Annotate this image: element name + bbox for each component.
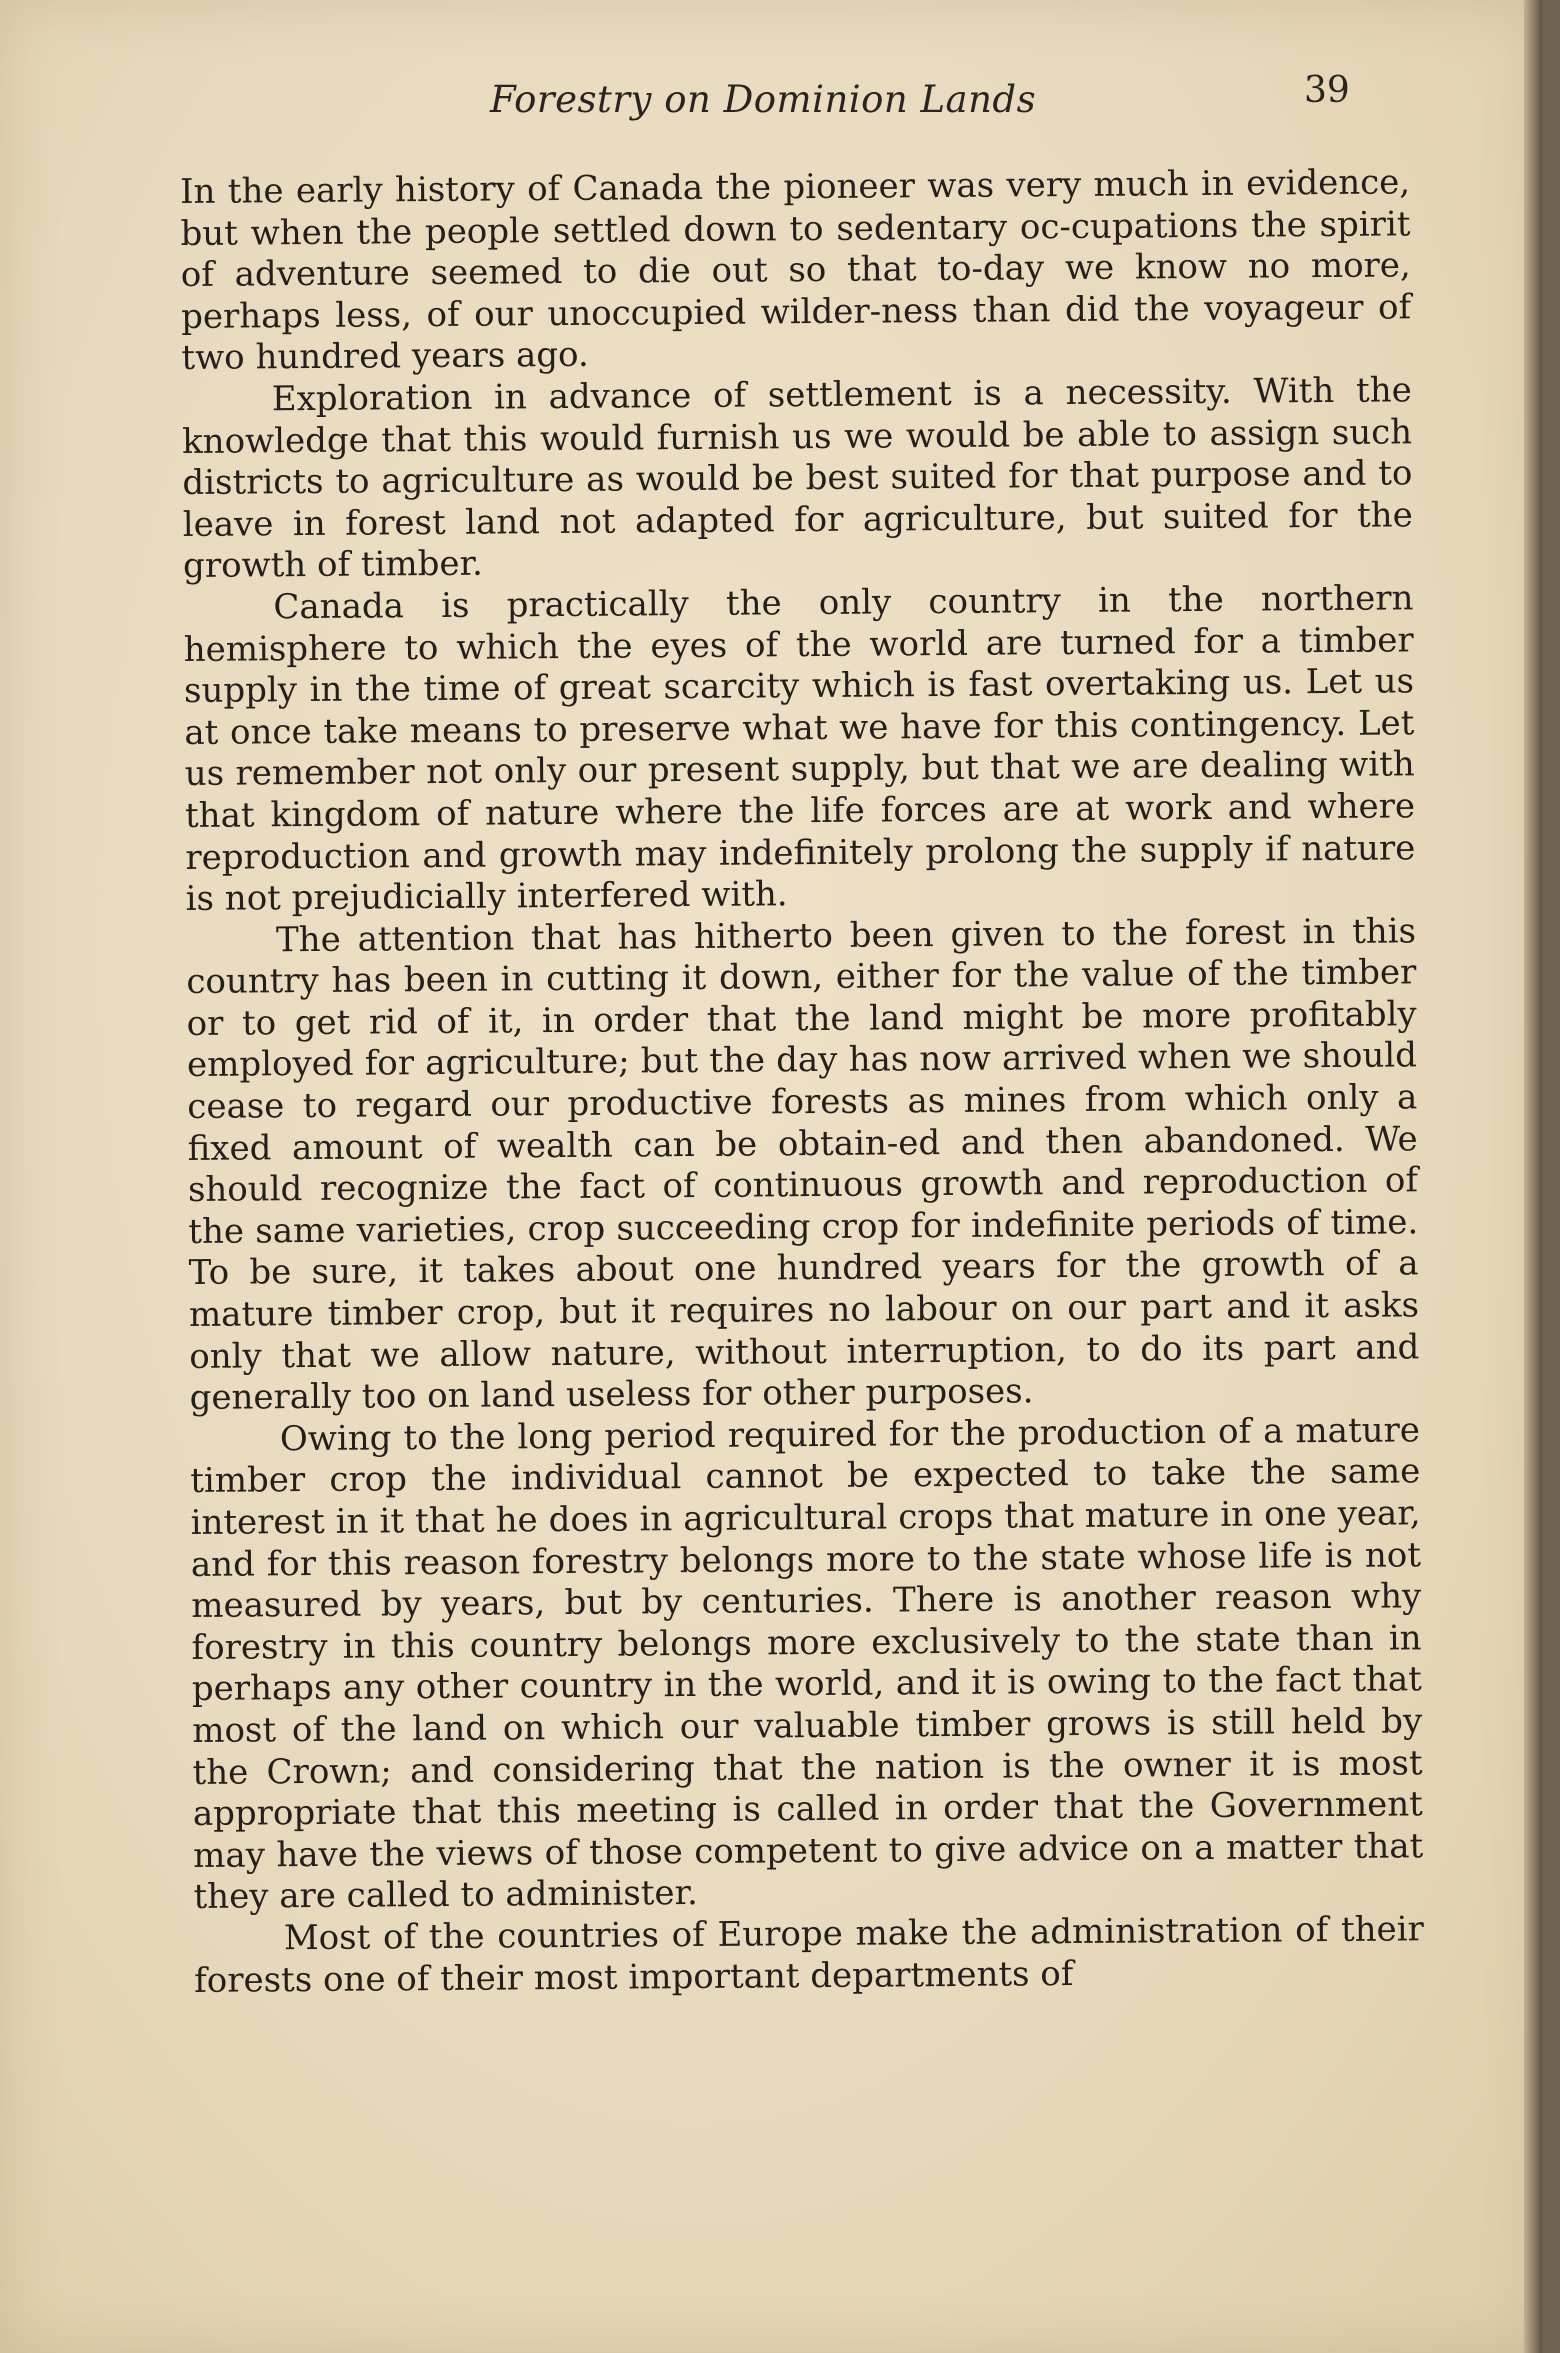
paragraph-forest-attention: The attention that has hitherto been given to the forest in this country has been in cutting it down, either for the value of the timber or to get rid of it, in order that the land might be more profitably employed for agriculture; but the day has now arrived when we should cease to regard our productive forests as mines from which only a fixed amount of wealth can be obtain-ed and then abandoned. We should recognize the fact of continuous growth and reproduction of the same varieties, crop succeeding crop for indefinite periods of time. To be sure, it takes about one hundred years for the growth of a mature timber crop, but it requires no labour on our part and it asks only that we allow nature, without interruption, to do its part and generally too on land useless for other purposes. <box>186 911 1420 1419</box>
paragraph-timber-supply: Canada is practically the only country in the northern hemisphere to which the eyes of the world are turned for a timber supply in the time of great scarcity which is fast overtaking us. Let us at once take means to preserve what we have for this contingency. Let us remember not only our present supply, but that we are dealing with that kingdom of nature where the life forces are at work and where reproduction and growth may indefinitely prolong the supply if nature is not prejudicially interfered with. <box>183 578 1416 920</box>
body-text <box>180 162 1424 2002</box>
running-head-title: Forestry on Dominion Lands <box>490 78 1037 121</box>
paragraph-state-forestry: Owing to the long period required for the production of a mature timber crop the individual cannot be expected to take the same interest in it that he does in agricultural crops that mature in one year, and for this reason forestry belongs more to the state whose life is not measured by years, but by centuries. There is another reason why forestry in this country belongs more exclusively to the state than in perhaps any other country in the world, and it is owing to the fact that most of the land on which our valuable timber grows is still held by the Crown; and considering that the nation is the owner it is most appropriate that this meeting is called in order that the Government may have the views of those competent to give advice on a matter that they are called to administer. <box>190 1410 1424 1918</box>
paragraph-exploration: Exploration in advance of settlement is a necessity. With the knowledge that this would furnish us we would be able to assign such districts to agriculture as would be best suited for that purpose and to leave in forest land not adapted for agriculture, but suited for the growth of timber. <box>181 370 1413 587</box>
paragraph-europe-administration: Most of the countries of Europe make the administration of their forests one of their most important departments of <box>194 1909 1424 2001</box>
page-number: 39 <box>1304 70 1350 111</box>
paragraph-early-history: In the early history of Canada the pioneer was very much in evidence, but when the people settled down to sedentary oc-cupations the spirit of adventure seemed to die out so that to-day we know no more, perhaps less, of our unoccupied wilder-ness than did the voyageur of two hundred years ago. <box>180 162 1412 379</box>
page-edge-shadow <box>1524 0 1542 2353</box>
